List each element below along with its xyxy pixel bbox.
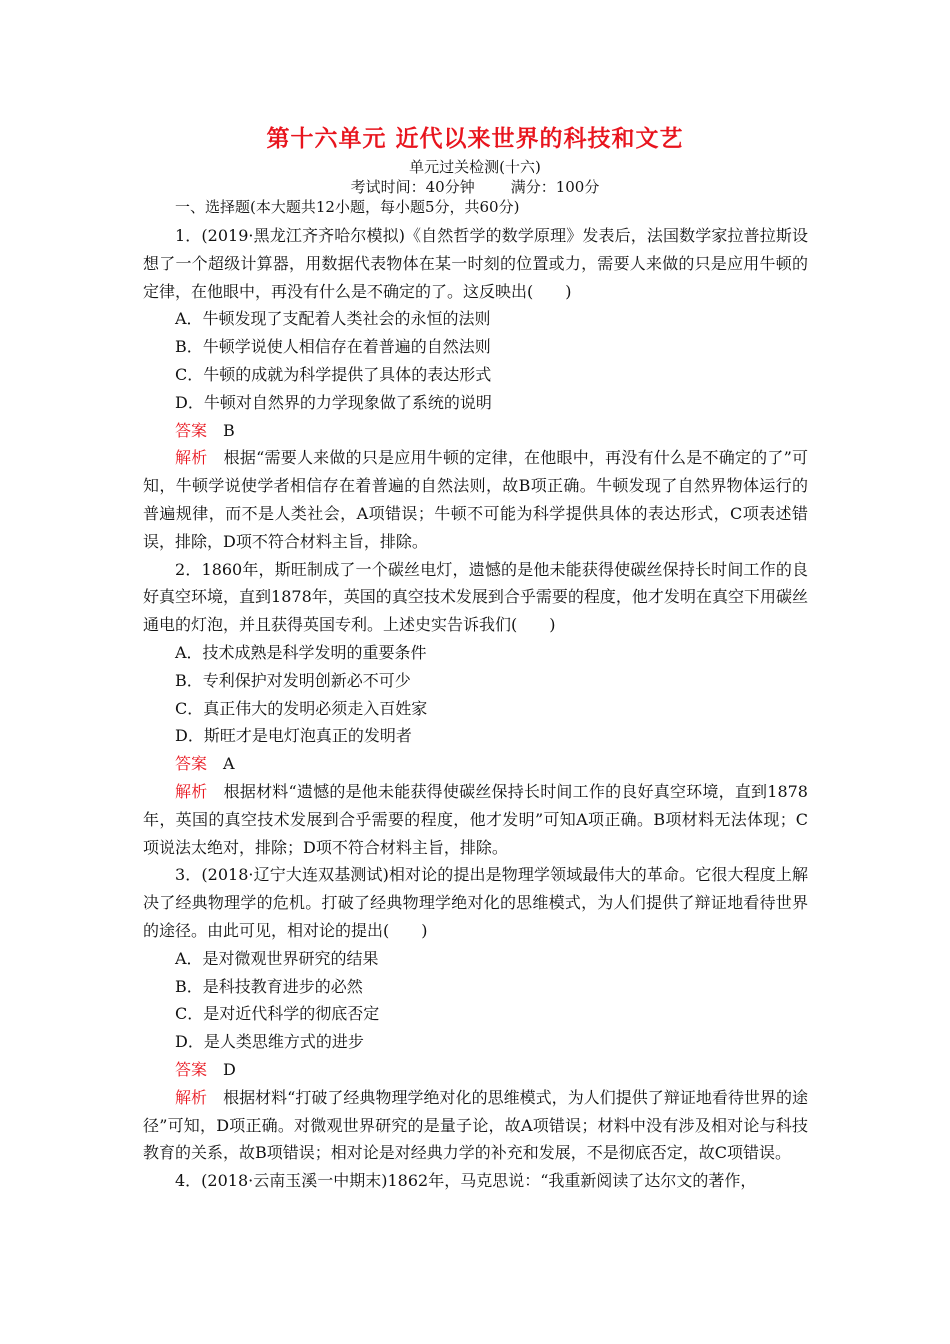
question-list: [143, 222, 808, 1195]
explanation-label: 解析: [175, 781, 208, 801]
explanation-label: 解析: [175, 1087, 208, 1107]
explanation: [143, 444, 808, 555]
option-c: C．牛顿的成就为科学提供了具体的表达形式: [175, 364, 492, 384]
answer-line: [143, 750, 808, 778]
question-2: [143, 556, 808, 862]
option-a: A．技术成熟是科学发明的重要条件: [175, 642, 427, 662]
question-4: [143, 1167, 808, 1195]
question-stem: 4．(2018·云南玉溪一中期末)1862年，马克思说：“我重新阅读了达尔文的著作，: [175, 1171, 757, 1191]
explanation-label: 解析: [175, 448, 208, 468]
question-stem: 1．(2019·黑龙江齐齐哈尔模拟)《自然哲学的数学原理》发表后，法国数学家拉普拉斯设想了一个超级计算器，用数据代表物体在某一时刻的位置或力，需要人来做的只是应用牛顿的定律，在他眼中，再没有什么是不确定的了。这反映出( ): [143, 226, 808, 301]
option-c: C．是对近代科学的彻底否定: [175, 1004, 380, 1024]
exam-info: [0, 176, 950, 197]
explanation-text: 根据“需要人来做的只是应用牛顿的定律，在他眼中，再没有什么是不确定的了”可知，牛顿学说使学者相信存在着普遍的自然法则，故B项正确。牛顿发现了自然界物体运行的普遍规律，而不是人类社会，A项错误；牛顿不可能为科学提供具体的表达形式，C项表述错误，排除，D项不符合材料主旨，排除。: [143, 448, 808, 551]
option-a: A．是对微观世界研究的结果: [175, 948, 379, 968]
option-d: D．牛顿对自然界的力学现象做了系统的说明: [175, 392, 492, 412]
answer-line: [143, 1056, 808, 1084]
answer-label: 答案: [175, 420, 208, 440]
explanation: [143, 1084, 808, 1167]
answer-label: 答案: [175, 1059, 208, 1079]
option-d: D．是人类思维方式的进步: [175, 1032, 364, 1052]
question-3: [143, 861, 808, 1167]
option-c: C．真正伟大的发明必须走入百姓家: [175, 698, 428, 718]
exam-time: 考试时间：40分钟: [350, 178, 475, 196]
exam-score: 满分：100分: [510, 178, 600, 196]
explanation: [143, 778, 808, 861]
answer-value: A: [223, 754, 235, 774]
answer-value: B: [223, 420, 235, 440]
unit-title: 第十六单元 近代以来世界的科技和文艺: [266, 125, 684, 152]
section-heading: 一、选择题(本大题共12小题，每小题5分，共60分): [175, 198, 520, 216]
option-d: D．斯旺才是电灯泡真正的发明者: [175, 726, 412, 746]
answer-line: [143, 417, 808, 445]
answer-value: D: [223, 1059, 236, 1079]
explanation-text: 根据材料“打破了经典物理学绝对化的思维模式，为人们提供了辩证地看待世界的途径”可知，D项正确。对微观世界研究的是量子论，故A项错误；材料中没有涉及相对论与科技教育的关系，故B项错误；相对论是对经典力学的补充和发展，不是彻底否定，故C项错误。: [143, 1087, 808, 1163]
test-subtitle: 单元过关检测(十六): [409, 158, 541, 176]
option-b: B．牛顿学说使人相信存在着普遍的自然法则: [175, 337, 491, 357]
option-b: B．是科技教育进步的必然: [175, 976, 363, 996]
question-1: [143, 222, 808, 556]
option-b: B．专利保护对发明创新必不可少: [175, 670, 411, 690]
option-a: A．牛顿发现了支配着人类社会的永恒的法则: [175, 309, 491, 329]
question-stem: 3．(2018·辽宁大连双基测试)相对论的提出是物理学领域最伟大的革命。它很大程度上解决了经典物理学的危机。打破了经典物理学绝对化的思维模式，为人们提供了辩证地看待世界的途径。由此可见，相对论的提出( ): [143, 865, 808, 940]
answer-label: 答案: [175, 754, 208, 774]
explanation-text: 根据材料“遗憾的是他未能获得使碳丝保持长时间工作的良好真空环境，直到1878年，英国的真空技术发展到合乎需要的程度，他才发明”可知A项正确。B项材料无法体现；C项说法太绝对，排除；D项不符合材料主旨，排除。: [143, 781, 808, 857]
question-stem: 2．1860年，斯旺制成了一个碳丝电灯，遗憾的是他未能获得使碳丝保持长时间工作的良好真空环境，直到1878年，英国的真空技术发展到合乎需要的程度，他才发明在真空下用碳丝通电的灯泡，并且获得英国专利。上述史实告诉我们( ): [143, 559, 808, 635]
